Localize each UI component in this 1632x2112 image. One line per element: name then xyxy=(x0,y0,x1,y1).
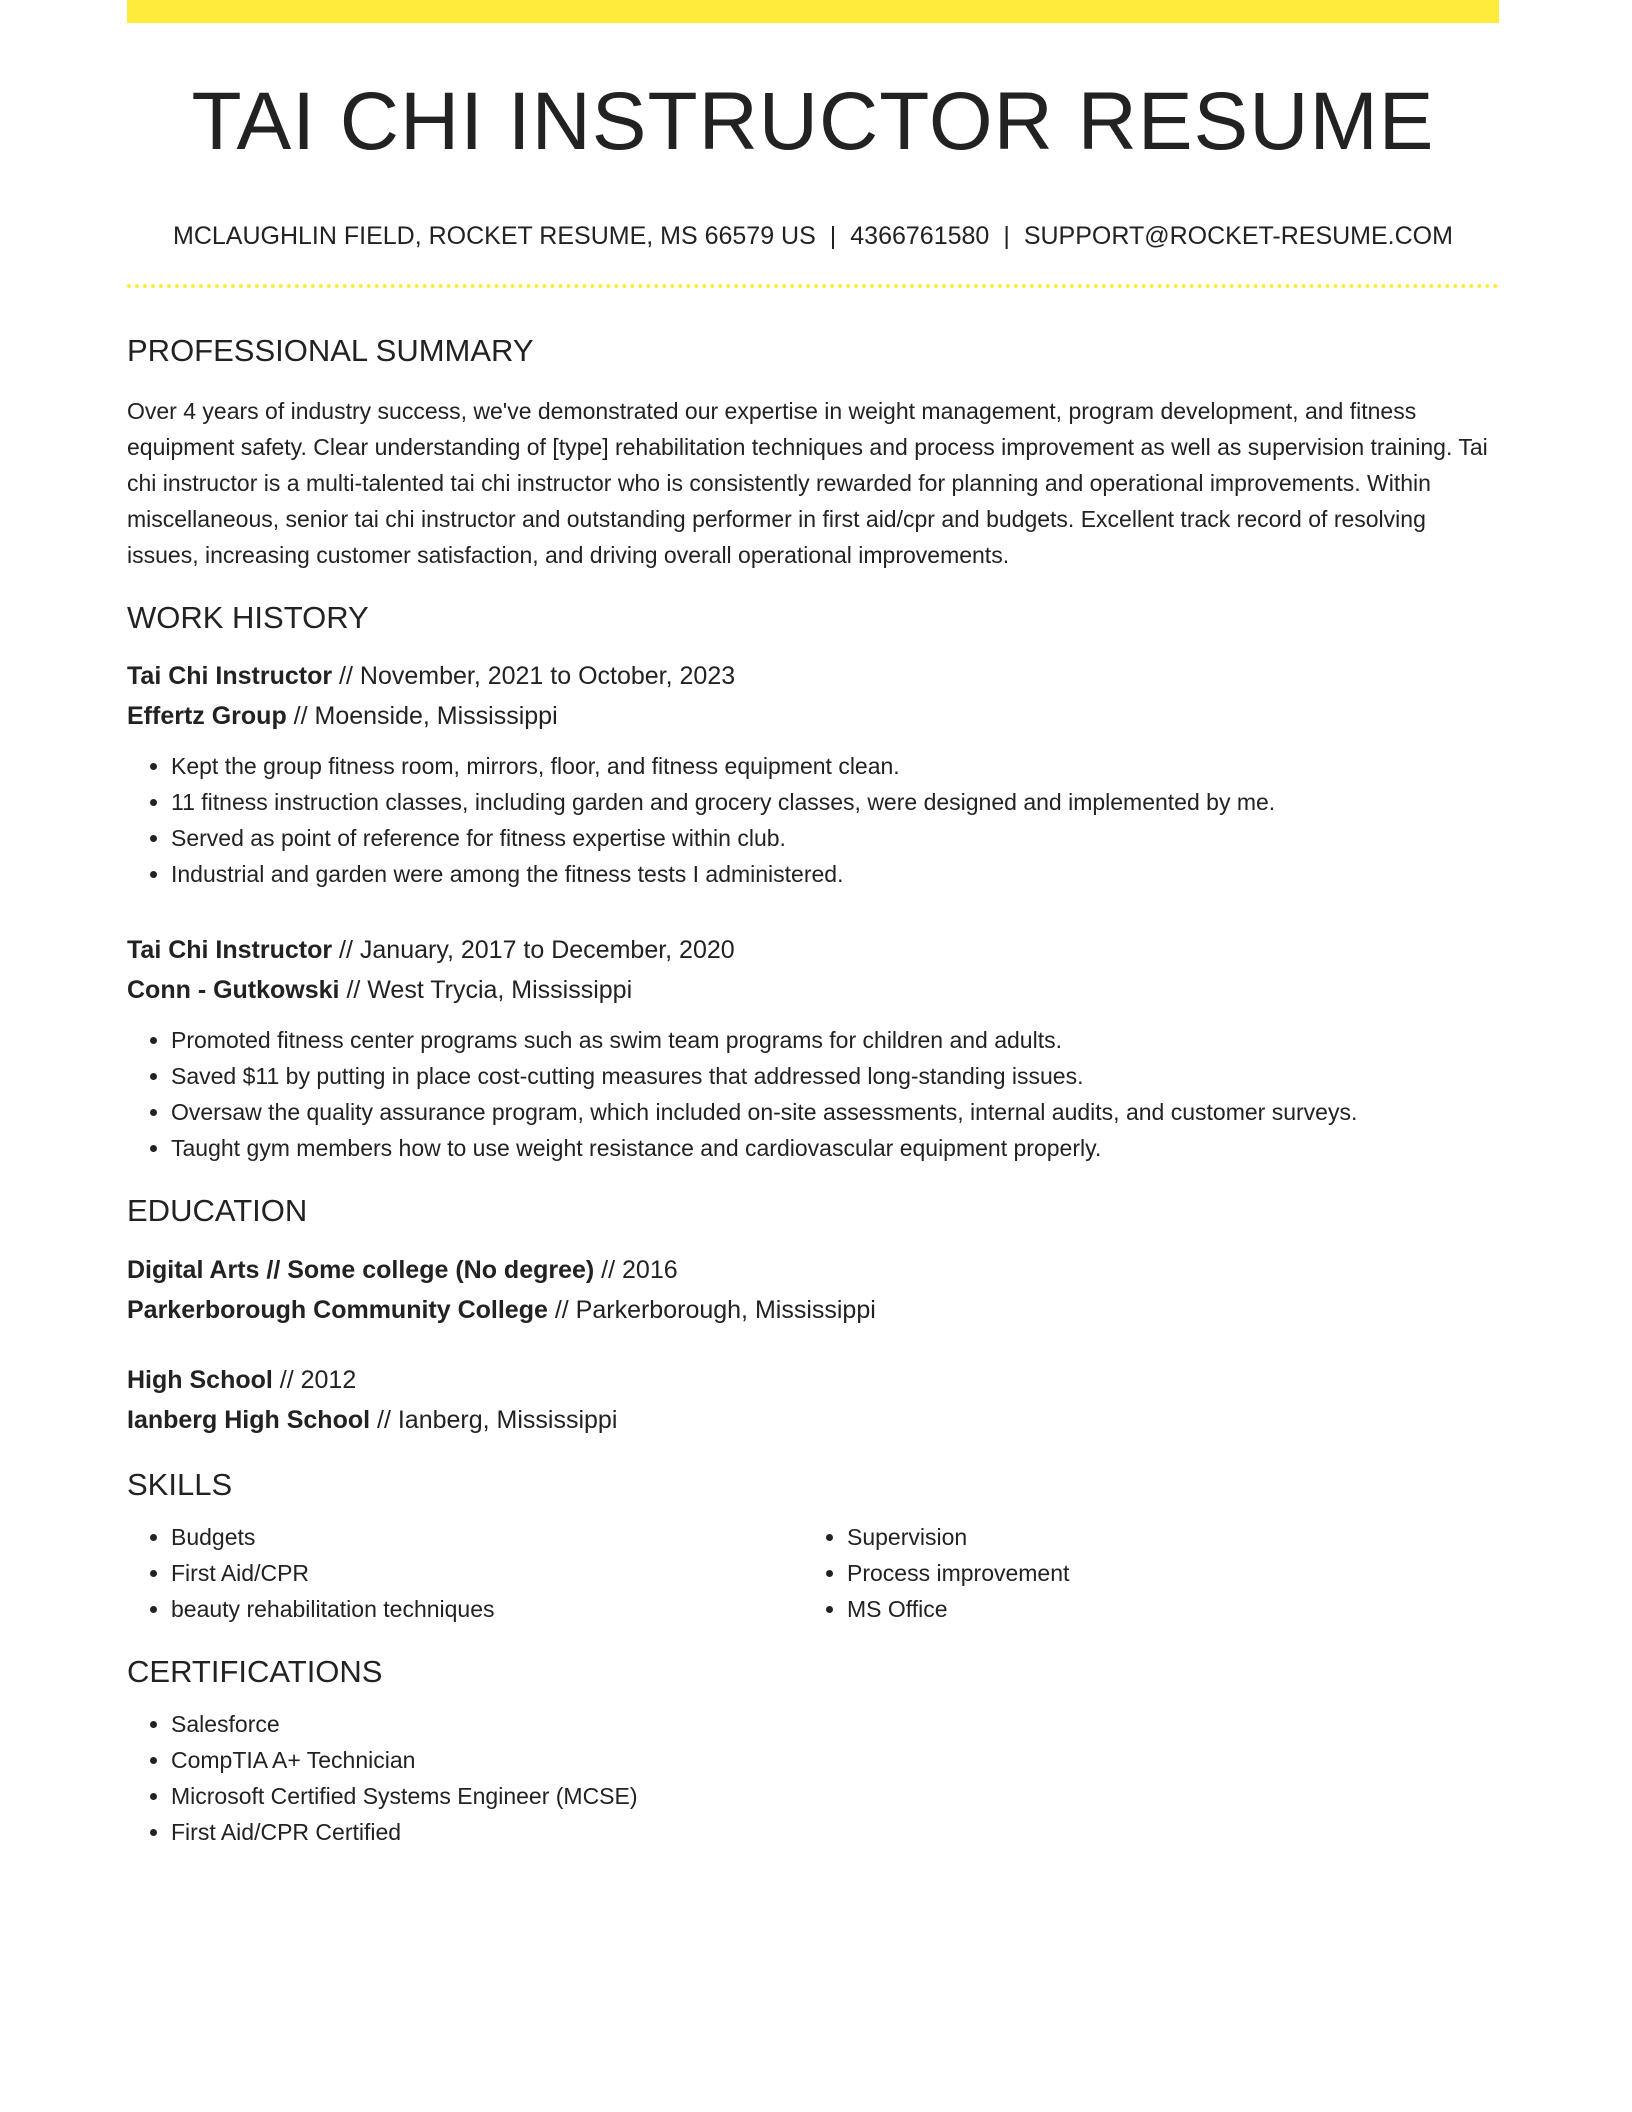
list-item: • Industrial and garden were among the fitness tests I administered. xyxy=(171,856,1499,892)
list-item: • Served as point of reference for fitness expertise within club. xyxy=(171,820,1499,856)
education-school-line xyxy=(127,1290,1499,1330)
job-bullets xyxy=(127,748,1499,892)
job-location: // Moenside, Mississippi xyxy=(286,702,558,731)
list-item: • First Aid/CPR xyxy=(171,1555,803,1591)
contact-line xyxy=(127,221,1499,251)
education-school: Parkerborough Community College xyxy=(127,1295,548,1324)
job-company: Conn - Gutkowski xyxy=(127,976,340,1005)
education-location: // Parkerborough, Mississippi xyxy=(547,1295,876,1324)
summary-text: Over 4 years of industry success, we've demonstrated our expertise in weight management, program development, and fitness equipment safety. Clear understanding of [type] rehabilitation techniques and process improvement as well as supervision training. Tai chi instructor is a multi-talented tai chi instructor who is consistently rewarded for planning and operational improvements. Within miscellaneous, senior tai chi instructor and outstanding performer in first aid/cpr and budgets. Excellent track record of resolving issues, increasing customer satisfaction, and driving overall operational improvements. xyxy=(127,398,1488,569)
list-item: • MS Office xyxy=(847,1591,1479,1627)
skills-section xyxy=(127,1466,1499,1627)
job-title-line xyxy=(127,656,1499,696)
list-item: • CompTIA A+ Technician xyxy=(171,1742,1499,1778)
contact-separator: | xyxy=(1003,222,1010,251)
dotted-divider xyxy=(127,284,1499,288)
job-role: Tai Chi Instructor xyxy=(127,662,333,691)
education-entry xyxy=(127,1360,1499,1440)
work-history-heading: WORK HISTORY xyxy=(127,600,369,636)
education-degree: High School xyxy=(127,1365,273,1394)
job-company: Effertz Group xyxy=(127,702,287,731)
education-entry xyxy=(127,1250,1499,1330)
list-item: • Process improvement xyxy=(847,1555,1479,1591)
work-history-section xyxy=(127,599,1499,1166)
education-degree-line xyxy=(127,1250,1499,1290)
list-item: • Oversaw the quality assurance program, which included on-site assessments, internal audits, and customer surveys. xyxy=(171,1094,1499,1130)
contact-address: MCLAUGHLIN FIELD, ROCKET RESUME, MS 66579 US xyxy=(173,222,816,251)
list-item: • Saved $11 by putting in place cost-cutting measures that addressed long-standing issues. xyxy=(171,1058,1499,1094)
list-item: • First Aid/CPR Certified xyxy=(171,1814,1499,1850)
list-item: • 11 fitness instruction classes, including garden and grocery classes, were designed and implemented by me. xyxy=(171,784,1499,820)
education-school: Ianberg High School xyxy=(127,1405,371,1434)
job-bullets xyxy=(127,1022,1499,1166)
list-item: • Salesforce xyxy=(171,1706,1499,1742)
list-item: • Supervision xyxy=(847,1519,1479,1555)
job-title-line xyxy=(127,930,1499,970)
certifications-heading: CERTIFICATIONS xyxy=(127,1653,383,1689)
resume-title: TAI CHI INSTRUCTOR RESUME xyxy=(191,76,1435,167)
education-heading: EDUCATION xyxy=(127,1193,308,1229)
list-item: • Promoted fitness center programs such as swim team programs for children and adults. xyxy=(171,1022,1499,1058)
list-item: • Budgets xyxy=(171,1519,803,1555)
education-location: // Ianberg, Mississippi xyxy=(370,1405,618,1434)
job-dates: // November, 2021 to October, 2023 xyxy=(332,662,736,691)
job-org-line xyxy=(127,696,1499,736)
list-item: • Kept the group fitness room, mirrors, floor, and fitness equipment clean. xyxy=(171,748,1499,784)
education-section xyxy=(127,1192,1499,1439)
job-entry xyxy=(127,656,1499,892)
contact-separator: | xyxy=(829,222,837,251)
education-year: // 2016 xyxy=(594,1255,678,1284)
skills-list xyxy=(803,1519,1479,1627)
skills-heading: SKILLS xyxy=(127,1466,233,1502)
education-year: // 2012 xyxy=(272,1365,357,1394)
education-school-line xyxy=(127,1400,1499,1440)
education-degree-line xyxy=(127,1360,1499,1400)
job-dates: // January, 2017 to December, 2020 xyxy=(332,936,735,965)
summary-heading: PROFESSIONAL SUMMARY xyxy=(127,333,534,369)
contact-email[interactable]: SUPPORT@ROCKET-RESUME.COM xyxy=(1023,222,1453,251)
certifications-list xyxy=(127,1706,1499,1850)
contact-phone: 4366761580 xyxy=(850,222,990,251)
certifications-section xyxy=(127,1653,1499,1850)
job-location: // West Trycia, Mississippi xyxy=(339,976,633,1005)
skills-grid xyxy=(127,1519,1499,1627)
list-item: • Microsoft Certified Systems Engineer (MCSE) xyxy=(171,1778,1499,1814)
list-item: • beauty rehabilitation techniques xyxy=(171,1591,803,1627)
job-role: Tai Chi Instructor xyxy=(127,936,333,965)
job-org-line xyxy=(127,970,1499,1010)
job-entry xyxy=(127,930,1499,1166)
skills-column-left xyxy=(127,1519,803,1627)
skills-column-right xyxy=(803,1519,1479,1627)
list-item: • Taught gym members how to use weight resistance and cardiovascular equipment properly. xyxy=(171,1130,1499,1166)
education-degree: Digital Arts // Some college (No degree) xyxy=(127,1255,595,1284)
accent-top-bar xyxy=(127,0,1499,23)
skills-list xyxy=(127,1519,803,1627)
resume-page xyxy=(127,0,1499,1850)
